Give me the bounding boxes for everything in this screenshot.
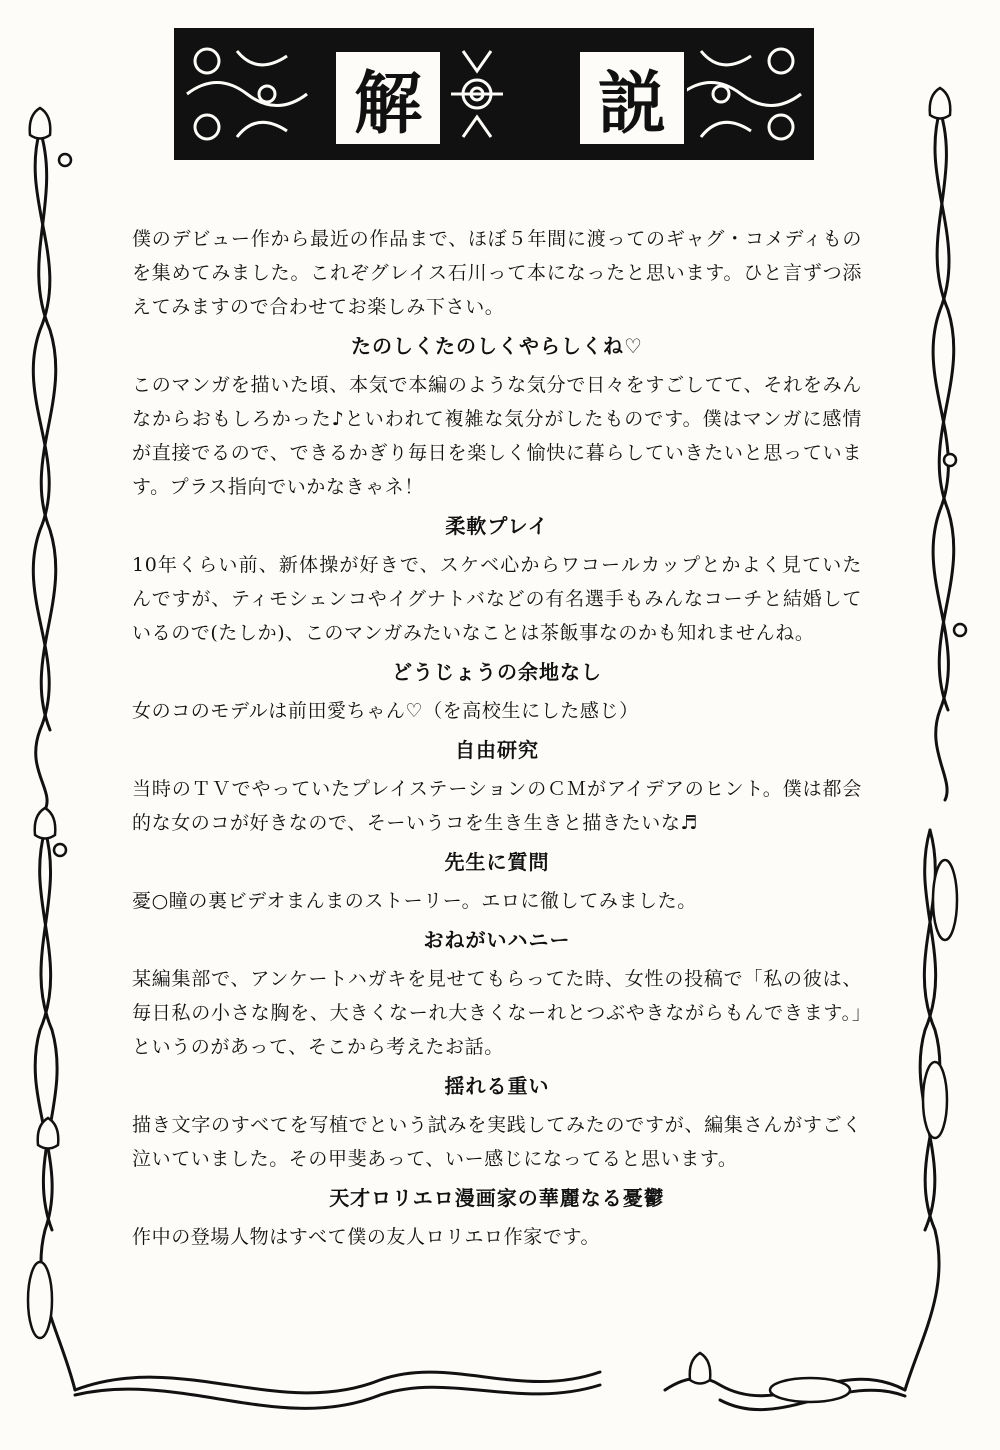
tulip-bottom-right	[690, 1353, 711, 1384]
section-heading: たのしくたのしくやらしくね♡	[351, 334, 643, 358]
tulip-lower-left	[38, 1118, 59, 1149]
tulip-top-right	[930, 88, 951, 119]
tulip-top-left	[30, 108, 51, 139]
intro-paragraph: 僕のデビュー作から最近の作品まで、ほぼ５年間に渡ってのギャグ・コメディものを集めてみました。これぞグレイス石川って本になったと思います。ひと言ずつ添えてみますので合わせてお楽しみ下さい。	[132, 228, 862, 318]
section-body: 当時のＴＶでやっていたプレイステーションのＣＭがアイデアのヒント。僕は都会的な女のコが好きなので、そーいうコを生き生きと描きたいな♬	[132, 778, 862, 834]
section-heading: 天才ロリエロ漫画家の華麗なる憂鬱	[329, 1186, 665, 1210]
section-body: 女のコのモデルは前田愛ちゃん♡（を高校生にした感じ）	[132, 700, 639, 722]
leaf-right-lower	[933, 860, 957, 940]
section-body: 憂○瞳の裏ビデオまんまのストーリー。エロに徹してみました。	[132, 890, 697, 912]
section-body: 描き文字のすべてを写植でという試みを実践してみたのですが、編集さんがすごく泣いていました。その甲斐あって、いー感じになってると思います。	[132, 1114, 862, 1170]
title-char-left: 解	[333, 49, 443, 147]
section-heading: 揺れる重い	[444, 1074, 550, 1098]
section-body: このマンガを描いた頃、本気で本編のような気分で日々をすごしてて、それをみんなからおもしろかった♪といわれて複雑な気分がしたものです。僕はマンガに感情が直接でるので、できるかぎり毎日を楽しく愉快に暮らしていきたいと思っています。プラス指向でいかなきゃネ！	[132, 374, 862, 498]
title-char-right: 説	[577, 49, 687, 147]
section-body: 某編集部で、アンケートハガキを見せてもらってた時、女性の投稿で「私の彼は、毎日私の小さな胸を、大きくなーれ大きくなーれとつぶやきながらもんできます。」というのがあって、そこから考えたお話。	[132, 968, 862, 1058]
section-body: 10年くらい前、新体操が好きで、スケベ心からワコールカップとかよく見ていたんですが、ティモシェンコやイグナトバなどの有名選手もみんなコーチと結婚しているので(たしか)、このマンガみたいなことは茶飯事なのかも知れませんね。	[132, 554, 862, 644]
section-body: 作中の登場人物はすべて僕の友人ロリエロ作家です。	[132, 1226, 601, 1248]
commentary-text	[132, 222, 862, 1258]
tulip-mid-left	[35, 808, 56, 839]
ornamental-pattern	[177, 31, 811, 157]
section-heading: 自由研究	[455, 738, 539, 762]
section-heading: 柔軟プレイ	[445, 514, 549, 538]
section-heading: どうじょうの余地なし	[392, 660, 602, 684]
section-heading: 先生に質問	[444, 850, 550, 874]
header-banner	[174, 28, 814, 160]
section-heading: おねがいハニー	[423, 928, 571, 952]
